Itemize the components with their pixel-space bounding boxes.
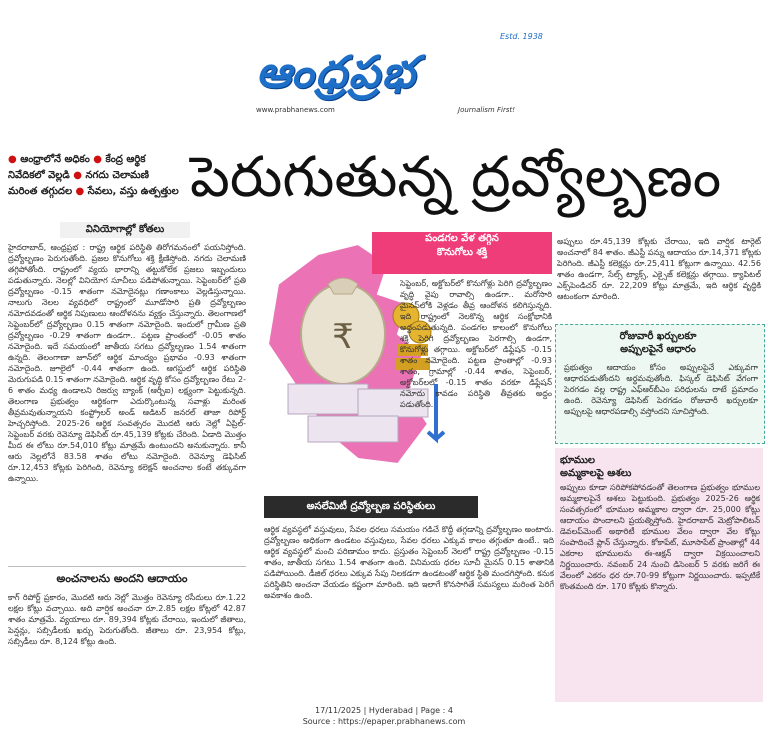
subheading-line: పండగల వేళ తగ్గిన: [425, 233, 499, 244]
highlight-line: నివేదికలో వెల్లడి: [8, 170, 70, 181]
dark-subheading: అసలేమిటీ ద్రవ్యోల్బణ పరిస్థితులు: [264, 496, 478, 518]
footer-source: Source : https://epaper.prabhanews.com: [302, 717, 466, 726]
footer-date-page: 17/11/2025 | Hyderabad | Page : 4: [315, 706, 453, 715]
subheading: [560, 454, 758, 480]
subheading: వినియోగాల్లో కోతలు: [60, 222, 190, 238]
article-body-right-green: ప్రభుత్వం ఆదాయం కోసం అప్పులపైనే ఎక్కువగా ఆధారపడుతోందని అర్థమవుతోంది. ఫిస్కల్ డెఫిసిట్ వేగంగా పెరగడం వల్ల రాష్ట్ర ఎఫ్ఆర్‌బీఎం పరిధులను దాటే ప్రమాదం ఉంది. రెవెన్యూ డెఫిసిట్ పెరగడం రోజువారీ ఖర్చులకూ అప్పులపై ఆధారపడాల్సి వస్తోందని సూచిస్తోంది.: [564, 363, 758, 416]
highlight-line: సేవలు, వస్తు ఉత్పత్తుల: [87, 186, 179, 197]
subheading-line: రోజువారీ ఖర్చులకూ: [619, 331, 697, 342]
subheading: [576, 330, 740, 356]
subheading: అంచనాలను అందని ఆదాయం: [22, 572, 222, 586]
highlights-box: [8, 152, 188, 222]
article-body-right: అప్పులు రూ.45,139 కోట్లకు చేరాయి, ఇది వార్షిక టార్గెట్ అంచనాలో 84 శాతం. జీఎస్టీ పన్ను ఆదాయం రూ.14,371 కోట్లకు పెరిగింది. జీఎస్టీ కలెక్షన్లు రూ.25,411 కోట్లుగా ఉన్నాయి. 42.56 శాతం ఉండగా, సేల్స్ ట్యాక్స్, ఎక్సైజ్ కలెక్షన్లు తగ్గాయి. క్యాపిటల్ ఎక్స్‌పెండిచర్ రూ. 22,209 కోట్లు మాత్రమే, ఇది ఆర్థిక వృద్ధికి ఆటంకంగా మారింది.: [557, 237, 761, 301]
highlight-line: నగదు చెలామణి: [85, 170, 149, 181]
established-label: Estd. 1938: [500, 32, 543, 41]
pink-subheading: [372, 232, 552, 274]
bullet-icon: ●: [93, 154, 103, 165]
article-body-left-2: కాగ్ రిపోర్ట్ ప్రకారం, మొదటి ఆరు నెల్లో మొత్తం రెవెన్యూ రసీదులు రూ.1.22 లక్షల కోట్లు వచ్చాయి. అది వార్షిక అంచనా రూ.2.85 లక్షల కోట్లలో 42.87 శాతం మాత్రమే. వ్యయాలు రూ. 89,394 కోట్లకు చేరాయి, ఇందులో జీతాలు, పెన్షన్లు, సబ్సిడీలకు ఖర్చు పెరుగుతోంది. జీతాలు రూ. 23,954 కోట్లు, సబ్సిడీలు రూ. 8,124 కోట్లు ఉంది.: [8, 592, 246, 696]
website-label: www.prabhanews.com: [256, 106, 335, 114]
subheading-line: అమ్మకాలపై ఆశలు: [560, 468, 632, 479]
bullet-icon: ●: [8, 154, 17, 165]
masthead: [0, 0, 768, 138]
highlight-line: కేంద్ర ఆర్థిక: [105, 154, 146, 165]
article-body-mid-2: ఆర్థిక వ్యవస్థలో వస్తువులు, సేవల ధరలు సమయం గడిచే కొద్దీ తగ్గడాన్ని ద్రవ్యోల్బణం అంటారు. ద్రవ్యోల్బణం అధికంగా ఉండటం వస్తువులు, సేవల ధరలు ఎక్కువ కాలం తగ్గుతూ ఉంటే.. ఇది ఆర్థిక వ్యవస్థలో మంచి పరిణామం కాదు. ప్రస్తుతం సెప్టెంబర్ నెలలో రాష్ట్ర ద్రవ్యోల్బణం -0.15 శాతం, జాతీయ సగటు 1.54 శాతంగా ఉంది. వినిమయ ధరల సూచీ మైనస్ 0.15 శాతానికి పడిపోయింది. డీజిల్ ధరలు ఎక్కువ సేపు నిలకడగా ఉండటంతో ఆర్థిక స్థితి మందగిస్తోంది. కనుక పరిస్థితిని అంచనా వేయడం కష్టంగా మారింది. ఇది ఇలాగే కొనసాగితే సమస్యలు మరింత పెరిగే అవకాశం ఉంది.: [264, 525, 554, 600]
highlight-line: మరింత తగ్గుదల: [8, 186, 73, 197]
article-body-mid: సెప్టెంబర్, అక్టోబర్‌లో కొనుగోళ్లు పెరిగి ద్రవ్యోల్బణం వృద్ధి వైపు రావాల్సి ఉండగా.. మరోసారి మైనస్‌లోకి వెళ్లడం తీవ్ర ఆందోళన కలిగిస్తున్నది. ఇది రాష్ట్రంలో నెలకొన్న ఆర్థిక సంక్షోభానికి అద్దంపడుతున్నది. పండగల కాలంలో కొనుగోలు శక్తి పెరిగి ద్రవ్యోల్బణం పెరగాల్సి ఉండగా, కొనుగోళ్లు తగ్గాయి. అక్టోబర్‌లో డిఫ్లేషన్ -0.15 శాతం నమోదైంది. పట్టణ ప్రాంతాల్లో -0.93 శాతం, గ్రామాల్లో -0.44 శాతం, సెప్టెంబర్, అక్టోబర్‌లలో -0.15 శాతం వరకూ డిఫ్లేషన్ నమోదు కావడం పరిస్థితి తీవ్రతకు అద్దం పడుతోంది.: [400, 279, 552, 409]
tagline: Journalism First!: [458, 106, 516, 114]
page-headline: పెరుగుతున్న ద్రవ్యోల్బణం: [190, 145, 722, 210]
svg-text:₹: ₹: [332, 317, 354, 357]
subheading-line: అప్పులపైనే ఆధారం: [620, 344, 696, 355]
subheading-line: భూముల: [560, 455, 595, 466]
divider: [8, 566, 246, 567]
article-body-right-pink: అప్పులు కూడా సరిపోకపోవడంతో తెలంగాణ ప్రభుత్వం భూముల అమ్మకాలపైనే ఆశలు పెట్టుకుంది. ప్రభుత్వం 2025-26 ఆర్థిక సంవత్సరంలో భూముల అమ్మకాల ద్వారా రూ. 25,000 కోట్లు ఆదాయం పొందాలని ప్రయత్నిస్తోంది. హైదరాబాద్ మెట్రోపాలిటన్ డెవలప్‌మెంట్ అథారిటీ భూముల వేలం ద్వారా వేల కోట్లు సంపాదించే ప్లాన్ చేస్తున్నారు. కోకాపేట్, మూసాపేట్ ప్రాంతాల్లో 44 ఎకరాల భూములను ఈ-ఆక్షన్ ద్వారా విక్రయించాలని నిర్ణయించారు. నవంబర్ 24 నుంచి డిసెంబర్ 5 వరకు జరిగే ఈ వేలంలో ఎకరం ధర రూ.70-99 కోట్లుగా నిర్ణయించారు. ఇప్పటికే కొంతమంది రూ. 170 కోట్లకు కొన్నారు.: [560, 483, 760, 591]
bullet-icon: ●: [75, 186, 85, 197]
newspaper-logo: ఆంధ్రప్రభ: [256, 47, 417, 98]
bullet-icon: ●: [73, 170, 83, 181]
article-body-left: హైదరాబాద్, ఆంధ్రప్రభ : రాష్ట్ర ఆర్థిక పరిస్థితి తిరోగమనంలో పయనిస్తోంది. ద్రవ్యోల్బణం పెరుగుతోంది. ప్రజల కొనుగోలు శక్తి క్షీణిస్తోంది. నగదు చెలామణి తగ్గిపోతోంది. రాష్ట్రంలో వ్యయ భారాన్ని తట్టుకోలేక ప్రజలు ఇబ్బందులు పడుతున్నారు. నెలల్లో వినియోగ సూచీలు పడిపోతున్నాయి. సెప్టెంబర్‌లో ప్రతి ద్రవ్యోల్బణం -0.15 శాతంగా నమోదైనట్లు గణాంకాలు వెల్లడిస్తున్నాయి. నాలుగు నెలల వ్యవధిలో రాష్ట్రంలో మూడోసారి ప్రతి ద్రవ్యోల్బణం నమోదవడంతో ఆర్థిక నిపుణులు ఆందోళనను వ్యక్తం చేస్తున్నారు. తెలంగాణలో సెప్టెంబర్‌లో ద్రవ్యోల్బణం 0.15 శాతంగా నమోదైంది. ఇందులో గ్రామీణ ప్రతి ద్రవ్యోల్బణం -0.29 శాతంగా ఉండగా.. పట్టణ ప్రాంతంలో -0.05 శాతం నమోదైంది. ఇదే సమయంలో జాతీయ సగటు ద్రవ్యోల్బణం 1.54 శాతంగా ఉన్నది. తెలంగాణా జూన్‌లో ఆర్థిక మాంద్యం ప్రభావం -0.93 శాతంగా నమోదైంది. జూలైలో -0.44 శాతంగా ఉంది. ఆగస్టులో ఆర్థిక పరిస్థితి మెరుగుపడి 0.15 శాతంగా నమోదైంది. ఆర్థిక వృద్ధి కోసం ద్రవ్యోల్బణం రేటు 2-6 శాతం మధ్య ఉండాలని రిజర్వు బ్యాంక్ (ఆర్బీఐ) లక్ష్యంగా పెట్టుకున్నది. తెలంగాణ ప్రభుత్వం ఆర్థికంగా ఎదుర్కొంటున్న సవాళ్లు మరింత తీవ్రమవుతున్నాయని కంప్ట్రోలర్ అండ్ ఆడిటర్ జనరల్ తాజా రిపోర్ట్ హెచ్చరిస్తోంది. 2025-26 ఆర్థిక సంవత్సరం మొదటి ఆరు నెల్లో ఏప్రిల్-సెప్టెంబర్ వరకు రెవెన్యూ డెఫిసిట్ రూ.45,139 కోట్లకు చేరింది. ఏడాది మొత్తం మీద ఈ లోటు రూ.54,010 కోట్లు మాత్రమే ఉంటుందని అనుకున్నారు. కానీ ఆరు నెల్లలోనే 83.58 శాతం లోటు నమోదైంది. రెవెన్యూ డెఫిసిట్ రూ.12,453 కోట్లకు పెరిగింది, రెవెన్యూ కలెక్షన్ అంచనాల కంటే తక్కువగా ఉన్నాయి.: [8, 243, 246, 483]
highlight-line: ఆంధ్రాలోనే అధికం: [20, 154, 90, 165]
subheading-line: కొనుగోలు శక్తి: [436, 247, 488, 258]
